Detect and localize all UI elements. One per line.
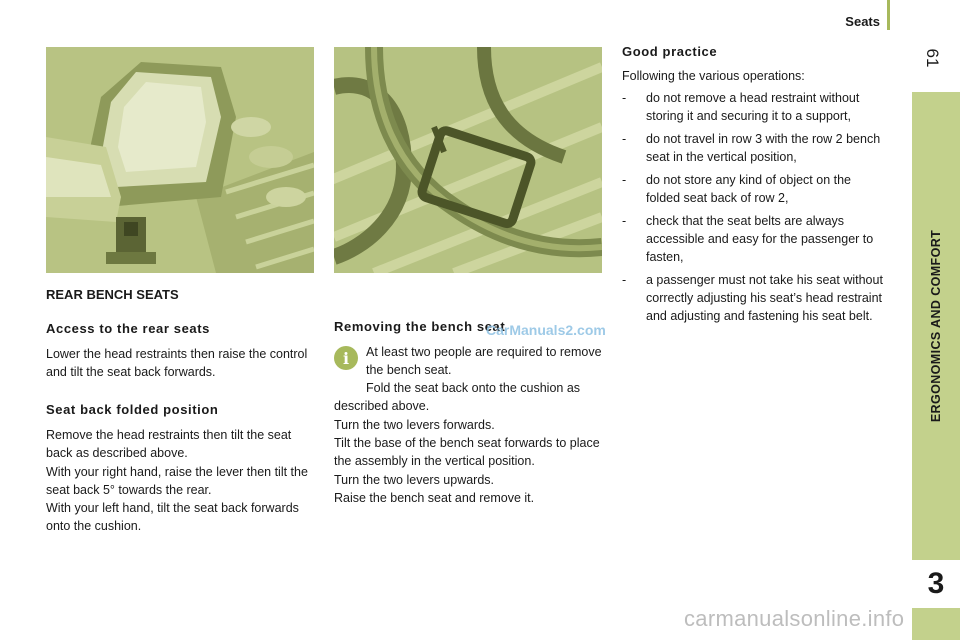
list-item xyxy=(622,271,884,325)
removing-paragraph-4: Turn the two levers upwards. xyxy=(334,473,495,487)
removing-paragraph-1: Fold the seat back onto the cushion as described above. xyxy=(334,381,581,413)
section-title: REAR BENCH SEATS xyxy=(46,287,179,302)
list-item-text: do not remove a head restraint without storing it and securing it to a support, xyxy=(646,91,860,123)
info-icon: i xyxy=(334,346,358,370)
page-number: 61 xyxy=(923,48,942,68)
list-dash: - xyxy=(622,214,627,228)
folded-paragraph-2: With your right hand, raise the lever then tilt the seat back 5° towards the rear. xyxy=(46,465,308,497)
folded-paragraph-3: With your left hand, tilt the seat back forwards onto the cushion. xyxy=(46,501,299,533)
info-text: At least two people are required to remove the bench seat. xyxy=(366,345,602,377)
list-dash: - xyxy=(622,173,627,187)
list-item-text: a passenger must not take his seat without correctly adjusting his seat’s head restraint and adjusting and fastening his seat belt. xyxy=(646,273,883,323)
list-item-text: do not store any kind of object on the folded seat back of row 2, xyxy=(646,173,851,205)
list-item xyxy=(622,171,884,207)
bench-lever-photo xyxy=(334,47,602,273)
list-dash: - xyxy=(622,273,627,287)
removing-paragraph-5: Raise the bench seat and remove it. xyxy=(334,491,535,505)
folded-heading: Seat back folded position xyxy=(46,402,219,417)
watermark-text: CarManuals2.com xyxy=(486,322,606,338)
good-practice-intro: Following the various operations: xyxy=(622,69,805,83)
folded-paragraph-1: Remove the head restraints then tilt the seat back as described above. xyxy=(46,428,292,460)
list-item xyxy=(622,212,884,266)
removing-paragraph-3: Tilt the base of the bench seat forwards to place the assembly in the vertical position. xyxy=(334,436,600,468)
removing-heading: Removing the bench seat xyxy=(334,319,506,334)
footer-watermark: carmanualsonline.info xyxy=(684,606,905,631)
chapter-side-label: ERGONOMICS AND COMFORT xyxy=(929,229,943,423)
header-accent-bar xyxy=(887,0,890,30)
access-text: Lower the head restraints then raise the control and tilt the seat back forwards. xyxy=(46,347,308,379)
chapter-tab-bottom xyxy=(912,608,960,640)
list-item-text: do not travel in row 3 with the row 2 bench seat in the vertical position, xyxy=(646,132,881,164)
folded-seat-photo xyxy=(46,47,314,273)
list-item xyxy=(622,130,884,166)
list-dash: - xyxy=(622,132,627,146)
good-practice-heading: Good practice xyxy=(622,44,718,59)
access-heading: Access to the rear seats xyxy=(46,321,210,336)
page-header-title: Seats xyxy=(845,14,880,29)
list-item xyxy=(622,89,884,125)
removing-paragraph-2: Turn the two levers forwards. xyxy=(334,418,495,432)
chapter-number: 3 xyxy=(912,560,960,608)
list-dash: - xyxy=(622,91,627,105)
list-item-text: check that the seat belts are always accessible and easy for the passenger to fasten, xyxy=(646,214,874,264)
good-practice-list xyxy=(622,89,884,330)
